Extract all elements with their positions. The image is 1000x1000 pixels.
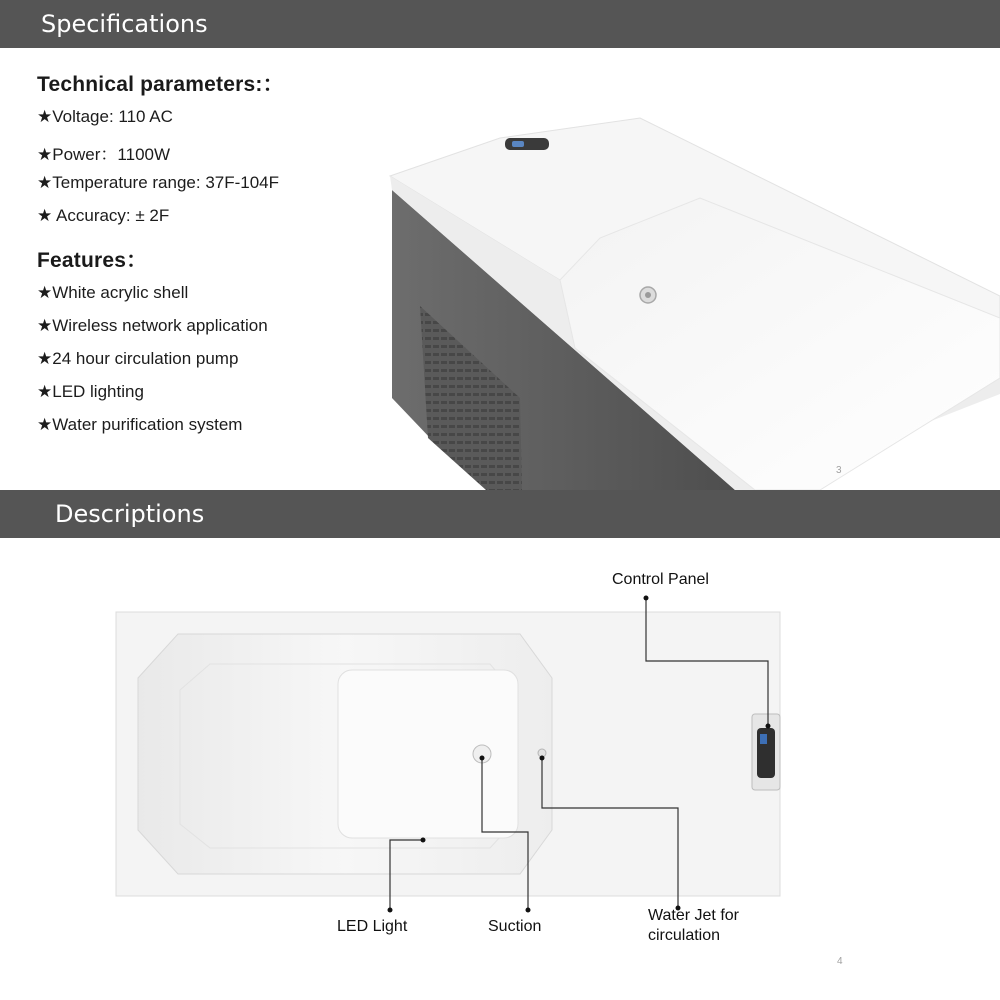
specifications-banner bbox=[0, 0, 1000, 48]
technical-parameters-heading: Technical parameters:： bbox=[37, 73, 284, 96]
feature-item: ★LED lighting bbox=[37, 382, 144, 401]
param-accuracy: ★ Accuracy: ± 2F bbox=[37, 206, 170, 225]
callout-control-panel: Control Panel bbox=[612, 571, 709, 588]
specifications-title: Specifications bbox=[41, 10, 208, 38]
callout-water-jet-line1: Water Jet for bbox=[648, 907, 739, 924]
descriptions-panel bbox=[0, 538, 1000, 1000]
page-number: 4 bbox=[837, 956, 843, 967]
feature-item: ★24 hour circulation pump bbox=[37, 349, 239, 368]
callout-water-jet bbox=[648, 906, 739, 946]
callout-led-light: LED Light bbox=[337, 918, 408, 935]
specifications-panel bbox=[0, 48, 1000, 490]
features-heading: Features： bbox=[37, 249, 148, 272]
callout-water-jet-line2: circulation bbox=[648, 927, 721, 944]
control-panel-icon bbox=[505, 138, 549, 150]
feature-item: ★Wireless network application bbox=[37, 316, 268, 335]
descriptions-banner bbox=[0, 490, 1000, 538]
page-number: 3 bbox=[836, 465, 842, 476]
param-power: ★Power：1100W bbox=[37, 145, 171, 164]
descriptions-title: Descriptions bbox=[55, 500, 205, 528]
param-voltage: ★Voltage: 110 AC bbox=[37, 107, 173, 126]
feature-item: ★White acrylic shell bbox=[37, 283, 189, 302]
param-temperature-range: ★Temperature range: 37F-104F bbox=[37, 173, 280, 192]
feature-item: ★Water purification system bbox=[37, 415, 243, 434]
callout-suction: Suction bbox=[488, 918, 542, 935]
